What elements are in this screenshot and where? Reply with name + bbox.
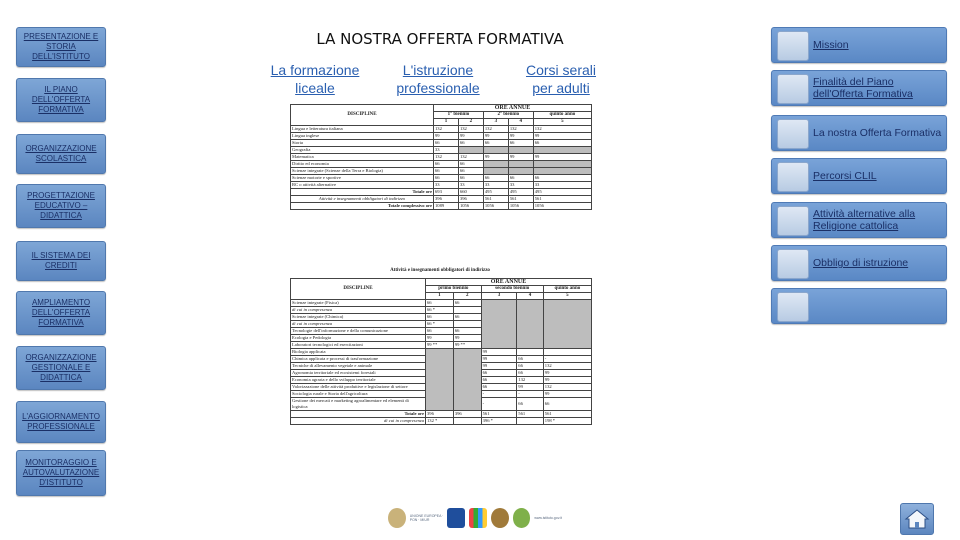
- col-discipline: DISCIPLINE: [291, 105, 434, 126]
- table-row: Geografia 33: [291, 147, 592, 154]
- table-row: Diritto ed economia 66 66: [291, 161, 592, 168]
- right-item-label: [813, 289, 942, 323]
- right-item-label: Obbligo di istruzione: [813, 257, 909, 269]
- table-row: Matematica 132 132 99 99 99: [291, 154, 592, 161]
- nav-sistema-crediti[interactable]: IL SISTEMA DEI CREDITI: [16, 241, 106, 281]
- link-formazione-liceale[interactable]: La formazione liceale: [270, 62, 360, 96]
- right-item-clil[interactable]: [771, 158, 947, 194]
- link-corsi-serali[interactable]: Corsi serali per adulti: [525, 62, 596, 96]
- secondo-biennio-header: secondo biennio: [481, 286, 543, 293]
- home-button[interactable]: [900, 503, 934, 535]
- logos-strip: [388, 500, 568, 536]
- pon-logo-icon: [469, 508, 487, 528]
- right-item-offerta[interactable]: [771, 115, 947, 151]
- right-item-label: Finalità del Piano dell'Offerta Formativa: [813, 76, 913, 100]
- year-1: 1: [426, 293, 454, 300]
- orario-document: [290, 104, 592, 494]
- table-row: Economia agraria e dello sviluppo territoriale 66 132 99: [291, 377, 592, 384]
- right-item-religione[interactable]: [771, 202, 947, 238]
- col-discipline-2: DISCIPLINE: [291, 279, 426, 300]
- bullet-square-icon: [777, 206, 809, 236]
- table-row: Biologia applicata 99: [291, 349, 592, 356]
- nav-progettazione[interactable]: PROGETTAZIONE EDUCATIVO – DIDATTICA: [16, 184, 106, 228]
- year-2: 2: [453, 293, 481, 300]
- right-item-empty[interactable]: [771, 288, 947, 324]
- ore-annue-header-2: ORE ANNUE: [426, 279, 592, 286]
- quadro-orario-indirizzo: [290, 278, 592, 425]
- ore-annue-header: ORE ANNUE: [434, 105, 592, 112]
- bullet-square-icon: [777, 162, 809, 192]
- right-item-label: La nostra Offerta Formativa: [813, 127, 942, 139]
- biennio1-header: 1° biennio: [434, 112, 484, 119]
- right-item-mission[interactable]: [771, 27, 947, 63]
- right-item-finalita[interactable]: [771, 70, 947, 106]
- table2-caption: Attività e insegnamenti obbligatori di indirizzo: [390, 268, 490, 273]
- table-row: Storia 66 66 66 66 66: [291, 140, 592, 147]
- nav-monitoraggio[interactable]: MONITORAGGIO E AUTOVALUTAZIONE D'ISTITUTO: [16, 450, 106, 496]
- totale-ore-row: Totale ore 693 660 495 495 495: [291, 189, 592, 196]
- emblem-icon: [388, 508, 406, 528]
- table-row: Scienze integrate (Chimica) 66 66: [291, 314, 592, 321]
- table-row: Lingua inglese 99 99 99 99 99: [291, 133, 592, 140]
- year-5: 5: [533, 119, 591, 126]
- table-row: Scienze integrate (Fisica) 66 66: [291, 300, 592, 307]
- nav-piano-offerta[interactable]: IL PIANO DELL'OFFERTA FORMATIVA: [16, 78, 106, 122]
- biennio2-header: 2° biennio: [483, 112, 533, 119]
- primo-biennio-header: primo biennio: [426, 286, 482, 293]
- page-title: LA NOSTRA OFFERTA FORMATIVA: [316, 30, 564, 48]
- quinto-header: quinto anno: [533, 112, 591, 119]
- link-istruzione-professionale[interactable]: L'istruzione professionale: [396, 62, 480, 96]
- compresenza-row: di cui in compresenza 132 * 396 * 198 *: [291, 418, 592, 425]
- table-row: Ecologia e Pedologia 99 99: [291, 335, 592, 342]
- right-item-obbligo[interactable]: [771, 245, 947, 281]
- bullet-square-icon: [777, 292, 809, 322]
- nav-organizzazione-scolastica[interactable]: ORGANIZZAZIONE SCOLASTICA: [16, 134, 106, 174]
- year-4: 4: [508, 119, 533, 126]
- table-row: Sociologia rurale e Storia dell'agricoltura - - 99: [291, 391, 592, 398]
- year-5: 5: [543, 293, 591, 300]
- table-row: di cui in compresenza 66 *: [291, 307, 592, 314]
- nav-ampliamento[interactable]: AMPLIAMENTO DELL'OFFERTA FORMATIVA: [16, 291, 106, 335]
- nav-presentazione[interactable]: PRESENTAZIONE E STORIA DELL'ISTITUTO: [16, 27, 106, 67]
- quinto-anno-header: quinto anno: [543, 286, 591, 293]
- nav-organizzazione-gestionale[interactable]: ORGANIZZAZIONE GESTIONALE E DIDATTICA: [16, 346, 106, 390]
- table-row: Scienze motorie e sportive 66 66 66 66 66: [291, 175, 592, 182]
- table-row: di cui in compresenza 66 *: [291, 321, 592, 328]
- right-item-label: Percorsi CLIL: [813, 170, 877, 182]
- right-item-label: Mission: [813, 39, 849, 51]
- quadro-orario-generale: [290, 104, 592, 210]
- table-row: Laboratori tecnologici ed esercitazioni 99 ** 99 **: [291, 342, 592, 349]
- year-1: 1: [434, 119, 459, 126]
- table-row: Chimica applicata e processi di trasformazione 99 66 -: [291, 356, 592, 363]
- table-row: Tecniche di allevamento vegetale e animale 99 66 132: [291, 363, 592, 370]
- table-row: RC o attività alternative 33 33 33 33 33: [291, 182, 592, 189]
- school-seal-icon: [491, 508, 509, 528]
- bullet-square-icon: [777, 74, 809, 104]
- year-2: 2: [458, 119, 483, 126]
- bullet-square-icon: [777, 31, 809, 61]
- logos-text: UNIONE EUROPEA · PON · MIUR: [409, 514, 444, 522]
- table-row: Lingua e letteratura italiana 132 132 132 132 132: [291, 126, 592, 133]
- home-icon: [901, 504, 933, 534]
- table-row: Scienze integrate (Scienze della Terra e Biologia) 66 66: [291, 168, 592, 175]
- bullet-square-icon: [777, 119, 809, 149]
- nav-aggiornamento[interactable]: L'AGGIORNAMENTO PROFESSIONALE: [16, 401, 106, 443]
- attivita-row: Attività e insegnamenti obbligatori di indirizzo 396 396 561 561 561: [291, 196, 592, 203]
- totale-ore-row: Totale ore 396 396 561 561 561: [291, 411, 592, 418]
- table-row: Valorizzazione delle attività produttive e legislazione di settore 66 99 132: [291, 384, 592, 391]
- year-4: 4: [517, 293, 543, 300]
- eu-flag-icon: [447, 508, 465, 528]
- bullet-square-icon: [777, 249, 809, 279]
- year-3: 3: [483, 119, 508, 126]
- agri-logo-icon: [513, 508, 531, 528]
- table-row: Agronomia territoriale ed ecosistemi forestali 66 66 99: [291, 370, 592, 377]
- table-row: Tecnologie dell'informazione e della comunicazione 66 66: [291, 328, 592, 335]
- website-text: www.istituto.gov.it: [534, 516, 562, 520]
- year-3: 3: [481, 293, 517, 300]
- table-row: Gestione dei mercati e marketing agroalimentare ed elementi di logistica - 66 66: [291, 398, 592, 411]
- totale-complessivo-row: Totale complessivo ore 1089 1056 1056 1056 1056: [291, 203, 592, 210]
- right-item-label: Attività alternative alla Religione cattolica: [813, 208, 916, 232]
